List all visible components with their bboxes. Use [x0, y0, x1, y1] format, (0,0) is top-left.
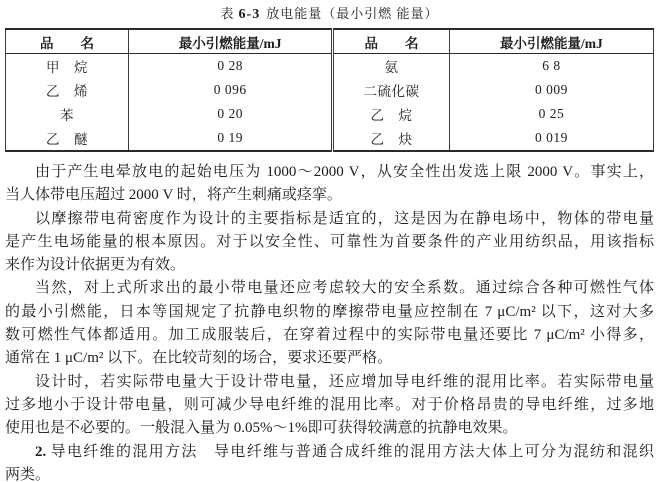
- header-name-left: 品 名: [6, 29, 129, 54]
- text-line: 是产生电场能量的根本原因。对于以安全性、可靠性为首要条件的产业用纺织品，用该指标: [5, 233, 654, 250]
- cell-value: 0 009: [534, 82, 568, 97]
- ignition-energy-table: [5, 28, 654, 152]
- caption-label: 表: [220, 6, 235, 21]
- text-line: 当人体带电压超过 2000 V 时，将产生刺痛或痉挛。: [5, 187, 342, 204]
- text-line: 两类。: [5, 466, 51, 482]
- cell-name: 二硫化碳: [333, 78, 450, 102]
- cell-value: 0 19: [129, 126, 333, 151]
- cell-name: 氨: [333, 54, 450, 79]
- paragraph-charge-density: [5, 208, 654, 278]
- table-caption: [5, 5, 654, 24]
- text-line: [5, 441, 654, 464]
- text-line: 过多地小于设计带电量，则可减少导电纤维的混用比率。对于价格昂贵的导电纤维，过多地: [5, 396, 654, 413]
- text-line: 以摩擦带电荷密度作为设计的主要指标是适宜的，这是因为在静电场中，物体的带电量: [35, 210, 654, 227]
- caption-number: 6-3: [238, 7, 261, 22]
- item-number: 2.: [35, 443, 47, 460]
- cell-value: 0 096: [129, 78, 333, 102]
- cell-value: 0 019: [534, 130, 568, 145]
- text-line: 的最小引燃能，日本等国规定了抗静电织物的摩擦带电量应控制在 7 μC/m² 以下，这对大多: [5, 303, 654, 320]
- cell-name: 苯: [6, 102, 129, 126]
- table-row: [6, 126, 654, 151]
- caption-text: 放电能量（最小引燃 能量）: [266, 6, 439, 21]
- table-row: [6, 78, 654, 102]
- cell-value: 0 20: [129, 102, 333, 126]
- header-name-right: 品 名: [333, 29, 450, 54]
- paragraph-mixing-ratio: [5, 371, 654, 441]
- paragraph-mixing-methods: [5, 441, 654, 482]
- cell-value: 6 8: [542, 58, 561, 73]
- table-row: [6, 54, 654, 79]
- text-line: 通常在 1 μC/m² 以下。在比较苛刻的场合，要求还要严格。: [5, 350, 393, 367]
- text-line: 设计时，若实际带电量大于设计带电量，还应增加导电纤维的混用比率。若实际带电量: [35, 373, 654, 390]
- paragraph-corona-voltage: [5, 161, 654, 208]
- cell-name: 乙 烯: [6, 78, 129, 102]
- header-energy-right: 最小引燃能量/mJ: [449, 29, 653, 54]
- cell-name: 乙 炔: [333, 126, 450, 151]
- text-line: 由于产生电晕放电的起始电压为 1000～2000 V，从安全性出发选上限 2000 V。事实上，: [35, 164, 654, 180]
- cell-value: 0 28: [129, 54, 333, 79]
- body-text: [5, 161, 654, 482]
- header-energy-left: 最小引燃能量/mJ: [129, 29, 333, 54]
- text-line: 来作为设计依据更为有效。: [5, 257, 186, 274]
- text-line: 当然，对上式所求出的最小带电量还应考虑较大的安全系数。通过综合各种可燃性气体: [35, 280, 654, 297]
- text-line-content: 导电纤维的混用方法 导电纤维与普通合成纤维的混用方法大体上可分为混纺和混织: [49, 443, 654, 460]
- cell-name: 乙 醚: [6, 126, 129, 151]
- cell-name: 乙 烷: [333, 102, 450, 126]
- paragraph-safety-factor: [5, 277, 654, 370]
- cell-name: 甲 烷: [6, 54, 129, 79]
- table-header-row: [6, 29, 654, 54]
- cell-value: 0 25: [538, 106, 565, 121]
- text-line: 数可燃性气体都适用。加工成服装后，在穿着过程中的实际带电量还要比 7 μC/m² 小得多，: [5, 327, 654, 344]
- text-line: 使用也是不必要的。一般混入量为 0.05%～1%即可获得较满意的抗静电效果。: [5, 420, 518, 437]
- table-row: [6, 102, 654, 126]
